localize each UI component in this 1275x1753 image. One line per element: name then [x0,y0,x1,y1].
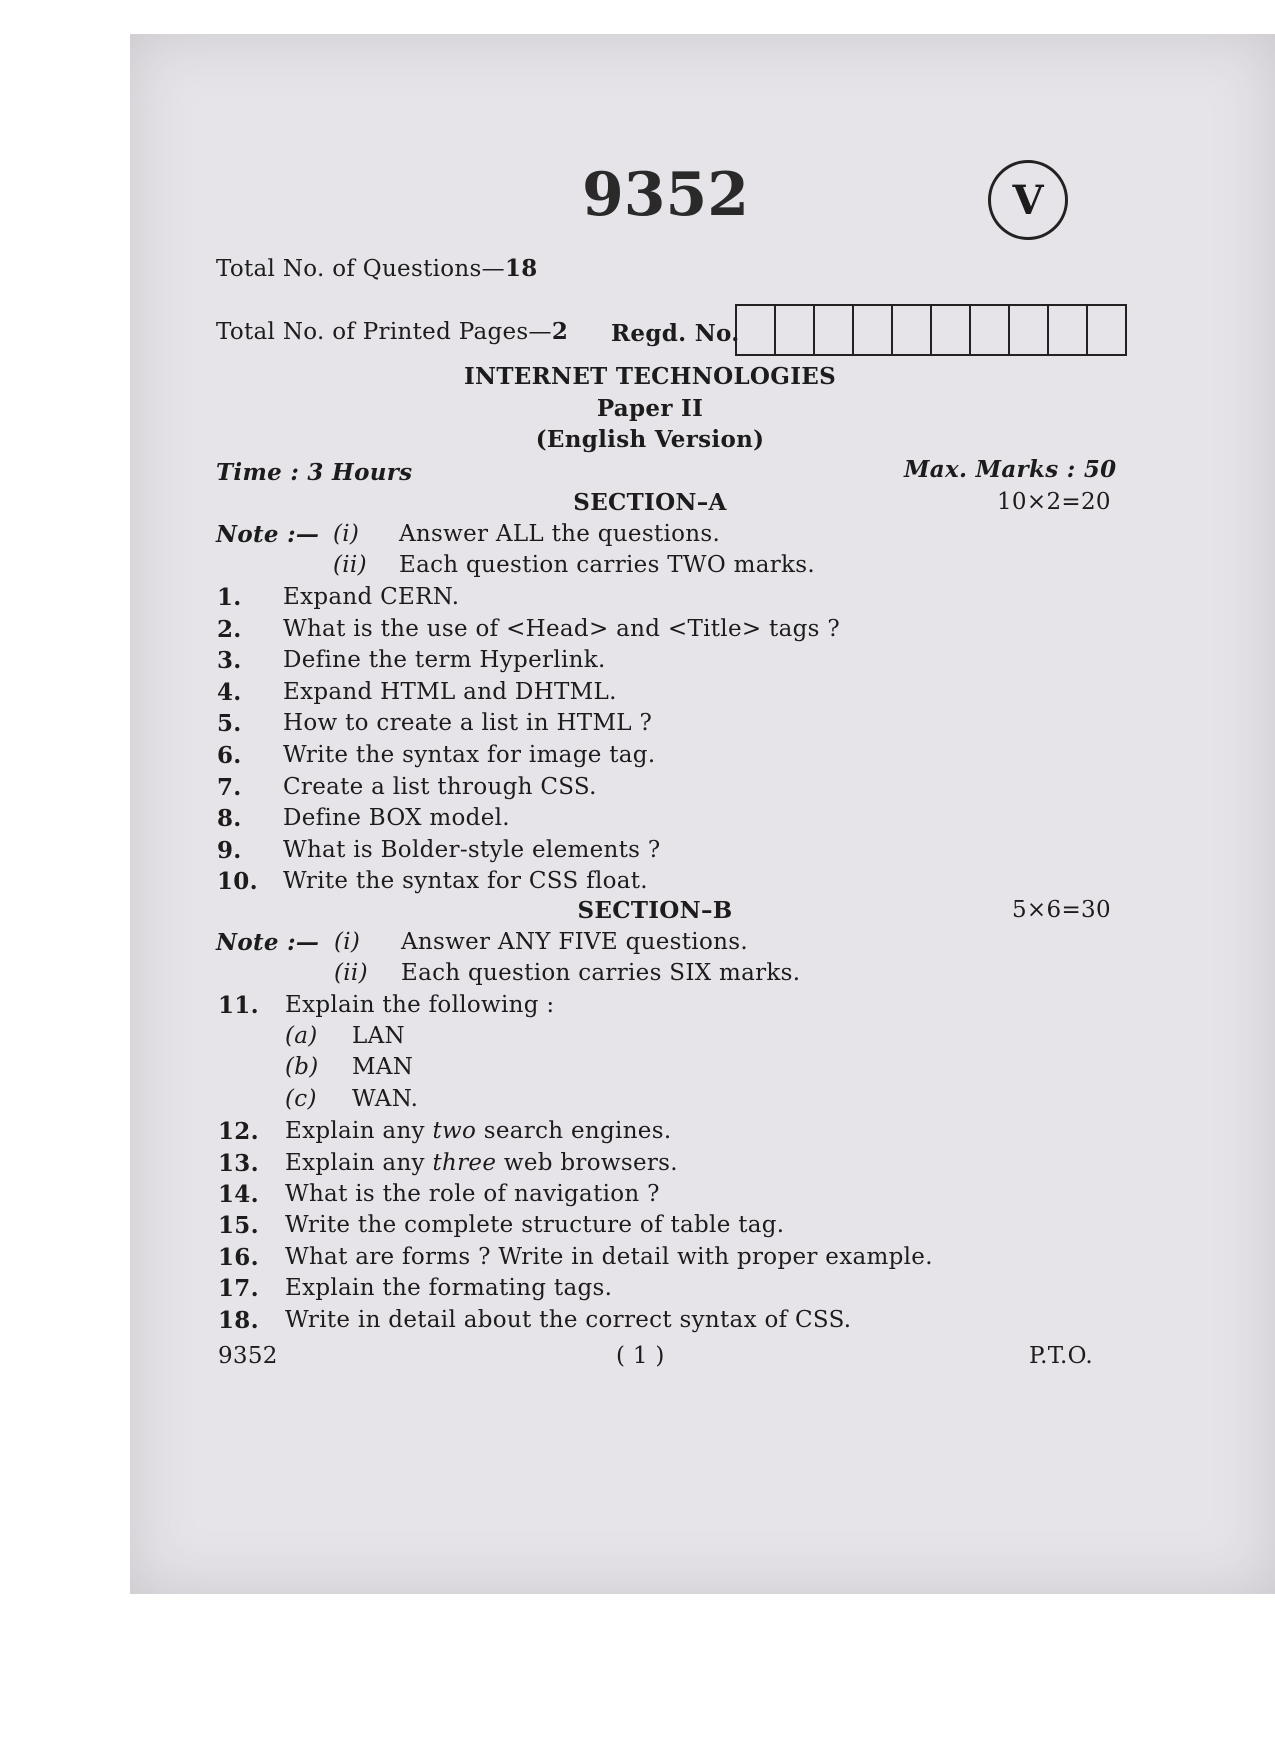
question-text-emphasis: three [432,1150,497,1176]
regd-label: Regd. No. [611,320,740,347]
section-b-note-num: (i) [334,929,361,955]
regd-digit-box[interactable] [854,306,893,354]
question-number: 8. [217,805,242,832]
paper-label: Paper II [596,395,704,422]
version-label: (English Version) [535,426,765,453]
question-text [285,1150,678,1176]
time-label: Time : 3 Hours [216,459,413,486]
subject-title: INTERNET TECHNOLOGIES [463,363,836,390]
section-b-marks: 5×6=30 [1012,897,1111,923]
max-marks-label: Max. Marks : 50 [904,456,1117,483]
section-a-heading: SECTION–A [573,489,727,516]
page-number: ( 1 ) [616,1343,665,1369]
question-text: Explain the formating tags. [285,1275,613,1301]
section-b-heading: SECTION–B [577,897,733,924]
version-mark-seal [988,160,1068,240]
question-text: Define the term Hyperlink. [283,647,606,673]
question-number: 15. [218,1212,259,1239]
question-number: 17. [218,1275,259,1302]
regd-digit-box[interactable] [776,306,815,354]
question-text [285,1118,671,1144]
sub-part-text: LAN [352,1023,405,1049]
section-b-note-text: Answer ANY FIVE questions. [401,929,748,955]
regd-digit-box[interactable] [1088,306,1125,354]
question-text: How to create a list in HTML ? [283,710,653,736]
footer-code: 9352 [218,1343,278,1369]
question-number: 1. [217,584,242,611]
regd-digit-box[interactable] [737,306,776,354]
sub-part-number: (b) [285,1054,319,1080]
question-text: Define BOX model. [283,805,510,831]
question-text-post: web browsers. [496,1150,678,1176]
question-number: 9. [217,837,242,864]
question-number: 13. [218,1150,259,1177]
question-text: What is the use of <Head> and <Title> tags ? [283,616,840,642]
section-a-note-text: Answer ALL the questions. [399,521,721,547]
section-a-note-num: (i) [333,521,360,547]
question-number: 16. [218,1244,259,1271]
question-number: 10. [217,868,258,895]
question-text-post: search engines. [476,1118,672,1144]
question-number: 2. [217,616,242,643]
question-number: 18. [218,1307,259,1334]
sub-part-number: (a) [285,1023,318,1049]
question-text: Expand CERN. [283,584,460,610]
section-b-note-label: Note :— [216,929,320,956]
regd-digit-box[interactable] [815,306,854,354]
regd-digit-box[interactable] [893,306,932,354]
question-number: 12. [218,1118,259,1145]
section-a-note-label: Note :— [216,521,320,548]
question-number: 14. [218,1181,259,1208]
question-text-pre: Explain any [285,1118,433,1144]
question-number: 11. [218,992,259,1019]
regd-digit-box[interactable] [971,306,1010,354]
question-text: What is the role of navigation ? [285,1181,660,1207]
regd-number-boxes[interactable] [735,304,1127,356]
question-text: What is Bolder-style elements ? [283,837,661,863]
section-a-note-num: (ii) [333,552,367,578]
section-b-note-text: Each question carries SIX marks. [401,960,801,986]
regd-digit-box[interactable] [1010,306,1049,354]
question-number: 7. [217,774,242,801]
regd-digit-box[interactable] [1049,306,1088,354]
section-b-note-num: (ii) [334,960,368,986]
version-mark-letter: V [1012,176,1044,224]
question-number: 6. [217,742,242,769]
total-pages: Total No. of Printed Pages—2 [216,318,569,345]
total-questions: Total No. of Questions—18 [216,255,538,282]
paper-code: 9352 [582,160,749,230]
question-text: Write in detail about the correct syntax of CSS. [285,1307,852,1333]
question-text: What are forms ? Write in detail with proper example. [285,1244,933,1270]
question-text: Explain the following : [285,992,555,1018]
sub-part-number: (c) [285,1086,317,1112]
regd-digit-box[interactable] [932,306,971,354]
sub-part-text: MAN [352,1054,414,1080]
question-text: Write the syntax for image tag. [283,742,656,768]
question-text-pre: Explain any [285,1150,433,1176]
question-text: Expand HTML and DHTML. [283,679,617,705]
question-number: 5. [217,710,242,737]
section-a-marks: 10×2=20 [997,489,1111,515]
section-a-note-text: Each question carries TWO marks. [399,552,816,578]
question-number: 3. [217,647,242,674]
question-text: Create a list through CSS. [283,774,597,800]
question-number: 4. [217,679,242,706]
question-text: Write the syntax for CSS float. [283,868,648,894]
question-text-emphasis: two [432,1118,477,1144]
question-text: Write the complete structure of table tag. [285,1212,785,1238]
sub-part-text: WAN. [352,1086,419,1112]
pto-label: P.T.O. [1029,1343,1094,1369]
